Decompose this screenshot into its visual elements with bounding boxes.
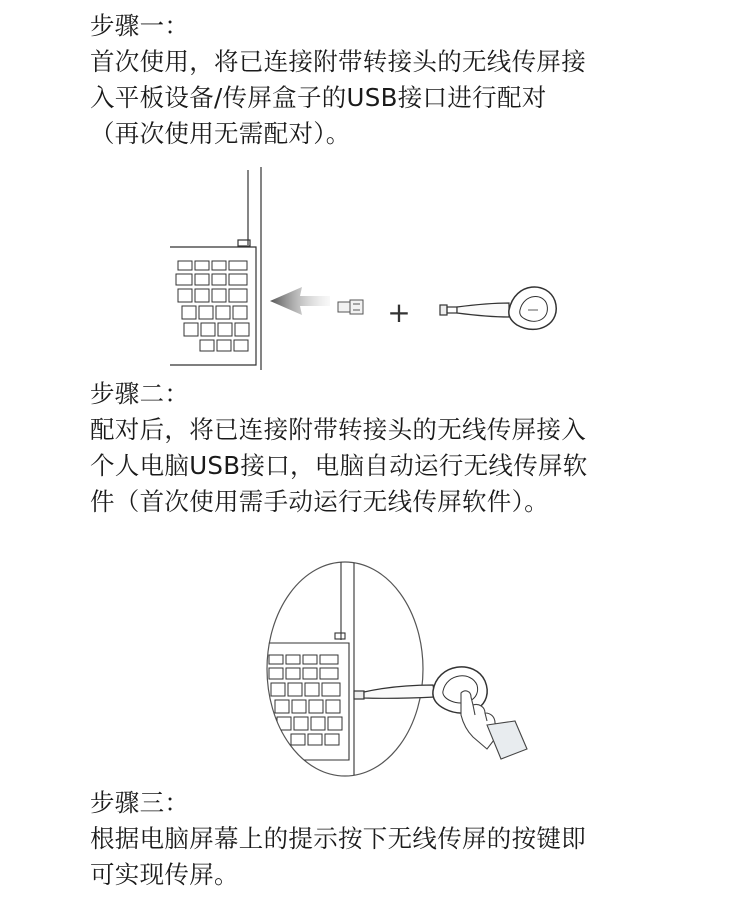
- step-2-line: 配对后，将已连接附带转接头的无线传屏接入: [90, 415, 586, 444]
- laptop-drawing: [170, 167, 261, 370]
- step-1-line: （再次使用无需配对）。: [90, 119, 351, 148]
- step-1-text: [90, 44, 730, 152]
- magnifier-circle: [267, 562, 423, 776]
- step-1-heading: 步骤一：: [90, 11, 190, 40]
- step-2-line: 个人电脑USB接口，电脑自动运行无线传屏软: [90, 451, 588, 480]
- laptop-drawing: [265, 550, 354, 780]
- step-2-text: [90, 412, 730, 520]
- step-3-line: 根据电脑屏幕上的提示按下无线传屏的按键即: [90, 824, 586, 853]
- step-2-heading: 步骤二：: [90, 379, 190, 408]
- plus-sign: +: [387, 296, 411, 329]
- step-1-line: 入平板设备/传屏盒子的USB接口进行配对: [90, 83, 547, 112]
- step-3-heading: 步骤三：: [90, 788, 190, 817]
- step-3-line: 可实现传屏。: [90, 860, 239, 889]
- step-1-line: 首次使用，将已连接附带转接头的无线传屏接: [90, 47, 586, 76]
- step-2-illustration: [265, 545, 555, 785]
- wireless-dongle-icon: [440, 287, 556, 329]
- step-1-illustration: [170, 165, 590, 375]
- hand-pressing-icon: [461, 691, 527, 759]
- usb-adapter-icon: [338, 300, 363, 314]
- step-2-line: 件（首次使用需手动运行无线传屏软件）。: [90, 487, 549, 516]
- insert-arrow-icon: [270, 287, 330, 315]
- step-3-text: [90, 821, 730, 893]
